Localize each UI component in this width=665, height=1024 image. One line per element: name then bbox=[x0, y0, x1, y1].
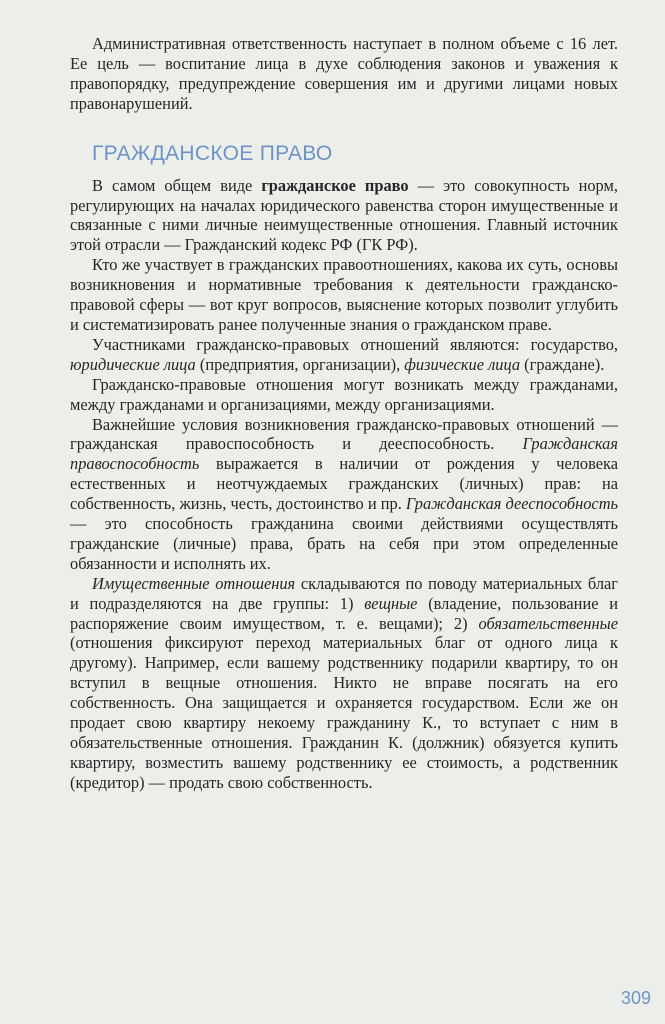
page-number: 309 bbox=[620, 988, 651, 1008]
p5-c: — это способность гражданина своими действиями осуществлять гражданские (личные) права, брать на себя при этом определенные обязанности и исполнять их. bbox=[70, 514, 618, 573]
term-civil-law: гражданское право bbox=[261, 175, 409, 195]
p6-c: (отношения фиксируют переход материальных благ от одного лица к другому). Например, если вашему родственнику подарили квартиру, то он вступил в вещные отношения. Никто не вправе посягать на его собственность. Она защищается и охраняется государством. Если же он продает свою квартиру некоему гражданину К., то вступает с ним в обязательственные отношения. Гражданин К. (должник) обязуется купить квартиру, возместить вашему родственнику ее стоимость, а родственник (кредитор) — продать свою собственность. bbox=[70, 633, 618, 792]
p3-a: Участниками гражданско-правовых отношений являются: государство, bbox=[92, 334, 618, 354]
term-active-capacity: Гражданская дееспособность bbox=[405, 494, 618, 514]
term-obligatory: обязательственные bbox=[478, 613, 618, 633]
paragraph-definition bbox=[70, 176, 618, 256]
term-individuals: физические лица bbox=[404, 354, 521, 374]
paragraph-capacity bbox=[70, 415, 618, 574]
body-text bbox=[0, 34, 665, 793]
p6-b: (владение, пользование и распоряжение своим имуществом, т. е. вещами); 2) bbox=[70, 593, 619, 633]
p6-a: складываются по поводу материальных благ и подразделяются на две группы: 1) bbox=[70, 573, 619, 613]
term-real: вещные bbox=[364, 593, 418, 613]
p5-b: выражается в наличии от рождения у человека естественных и неотчуждаемых гражданских (личных) прав: на собственность, жизнь, честь, достоинство и пр. bbox=[70, 454, 618, 514]
intro-paragraph: Административная ответственность наступает в полном объеме с 16 лет. Ее цель — воспитание лица в духе соблюдения законов и уважения к правопорядку, предупреждение совершения им и другими лицами новых правонарушений. bbox=[70, 34, 618, 113]
p3-c: (граждане). bbox=[520, 354, 605, 374]
paragraph-participants bbox=[70, 335, 618, 375]
p1-after: — это совокупность норм, регулирующих на началах юридического равенства сторон имущественные и связанные с ними личные неимущественные отношения. Главный источник этой отрасли — Гражданский кодекс РФ (ГК РФ). bbox=[70, 175, 618, 255]
term-legal-entities: юридические лица bbox=[70, 354, 196, 374]
term-legal-capacity: Гражданская правоспособность bbox=[70, 434, 618, 474]
p1-before: В самом общем виде bbox=[92, 175, 262, 195]
p3-b: (предприятия, организации), bbox=[195, 354, 405, 374]
paragraph-property bbox=[70, 574, 618, 793]
term-property-relations: Имущественные отношения bbox=[92, 573, 296, 593]
section-heading: ГРАЖДАНСКОЕ ПРАВО bbox=[92, 141, 333, 165]
p5-a: Важнейшие условия возникновения гражданско-правовых отношений — гражданская правоспособность и дееспособность. bbox=[70, 414, 618, 454]
paragraph-questions: Кто же участвует в гражданских правоотношениях, какова их суть, основы возникновения и нормативные требования к деятельности гражданско-правовой сферы — вот круг вопросов, выяснение которых позволит углубить и систематизировать ранее полученные знания о гражданском праве. bbox=[70, 255, 618, 334]
paragraph-relations: Гражданско-правовые отношения могут возникать между гражданами, между гражданами и организациями, между организациями. bbox=[70, 374, 618, 414]
